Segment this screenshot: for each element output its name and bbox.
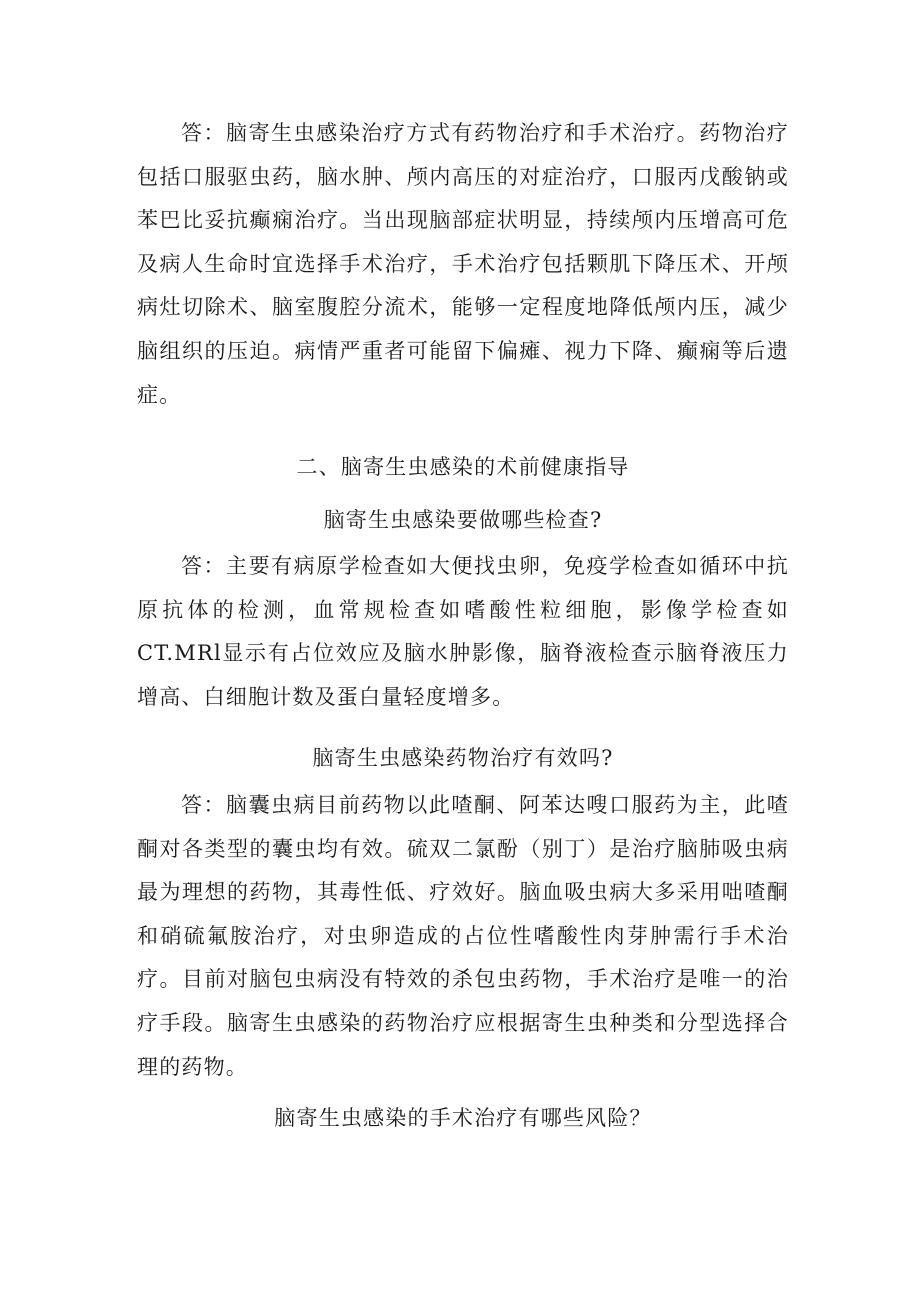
question-exams: 脑寄生虫感染要做哪些检查? bbox=[323, 508, 603, 532]
question-surgery-risks: 脑寄生虫感染的手术治疗有哪些风险？ bbox=[274, 1106, 652, 1130]
question-drug-effectiveness: 脑寄生虫感染药物治疗有效吗? bbox=[312, 746, 614, 770]
paragraph-treatment-answer: 答：脑寄生虫感染治疗方式有药物治疗和手术治疗。药物治疗包括口服驱虫药，脑水肿、颅内高压的对症治疗，口服丙戊酸钠或苯巴比妥抗癫痫治疗。当出现脑部症状明显，持续颅内压增高可危及病人生命时宜选择手术治疗，手术治疗包括颗肌下降压术、开颅病灶切除术、脑室腹腔分流术，能够一定程度地降低颅内压，减少脑组织的压迫。病情严重者可能留下偏瘫、视力下降、癫痫等后遗症。 bbox=[137, 121, 789, 407]
section-heading: 二、脑寄生虫感染的术前健康指导 bbox=[296, 455, 630, 479]
paragraph-drugs-answer: 答：脑囊虫病目前药物以此喳酮、阿苯达嗖口服药为主，此喳酮对各类型的囊虫均有效。硫双二氯酚（别丁）是治疗脑肺吸虫病最为理想的药物，其毒性低、疗效好。脑血吸虫病大多采用咄喳酮和硝硫氟胺治疗，对虫卵造成的占位性嗜酸性肉芽肿需行手术治疗。目前对脑包虫病没有特效的杀包虫药物，手术治疗是唯一的治疗手段。脑寄生虫感染的药物治疗应根据寄生虫种类和分型选择合理的药物。 bbox=[137, 793, 789, 1079]
paragraph-exams-answer: 答：主要有病原学检查如大便找虫卵，免疫学检查如循环中抗原抗体的检测，血常规检查如嗜酸性粒细胞，影像学检查如CT.MRl显示有占位效应及脑水肿影像，脑脊液检查示脑脊液压力增高、白细胞计数及蛋白量轻度增多。 bbox=[137, 554, 789, 709]
